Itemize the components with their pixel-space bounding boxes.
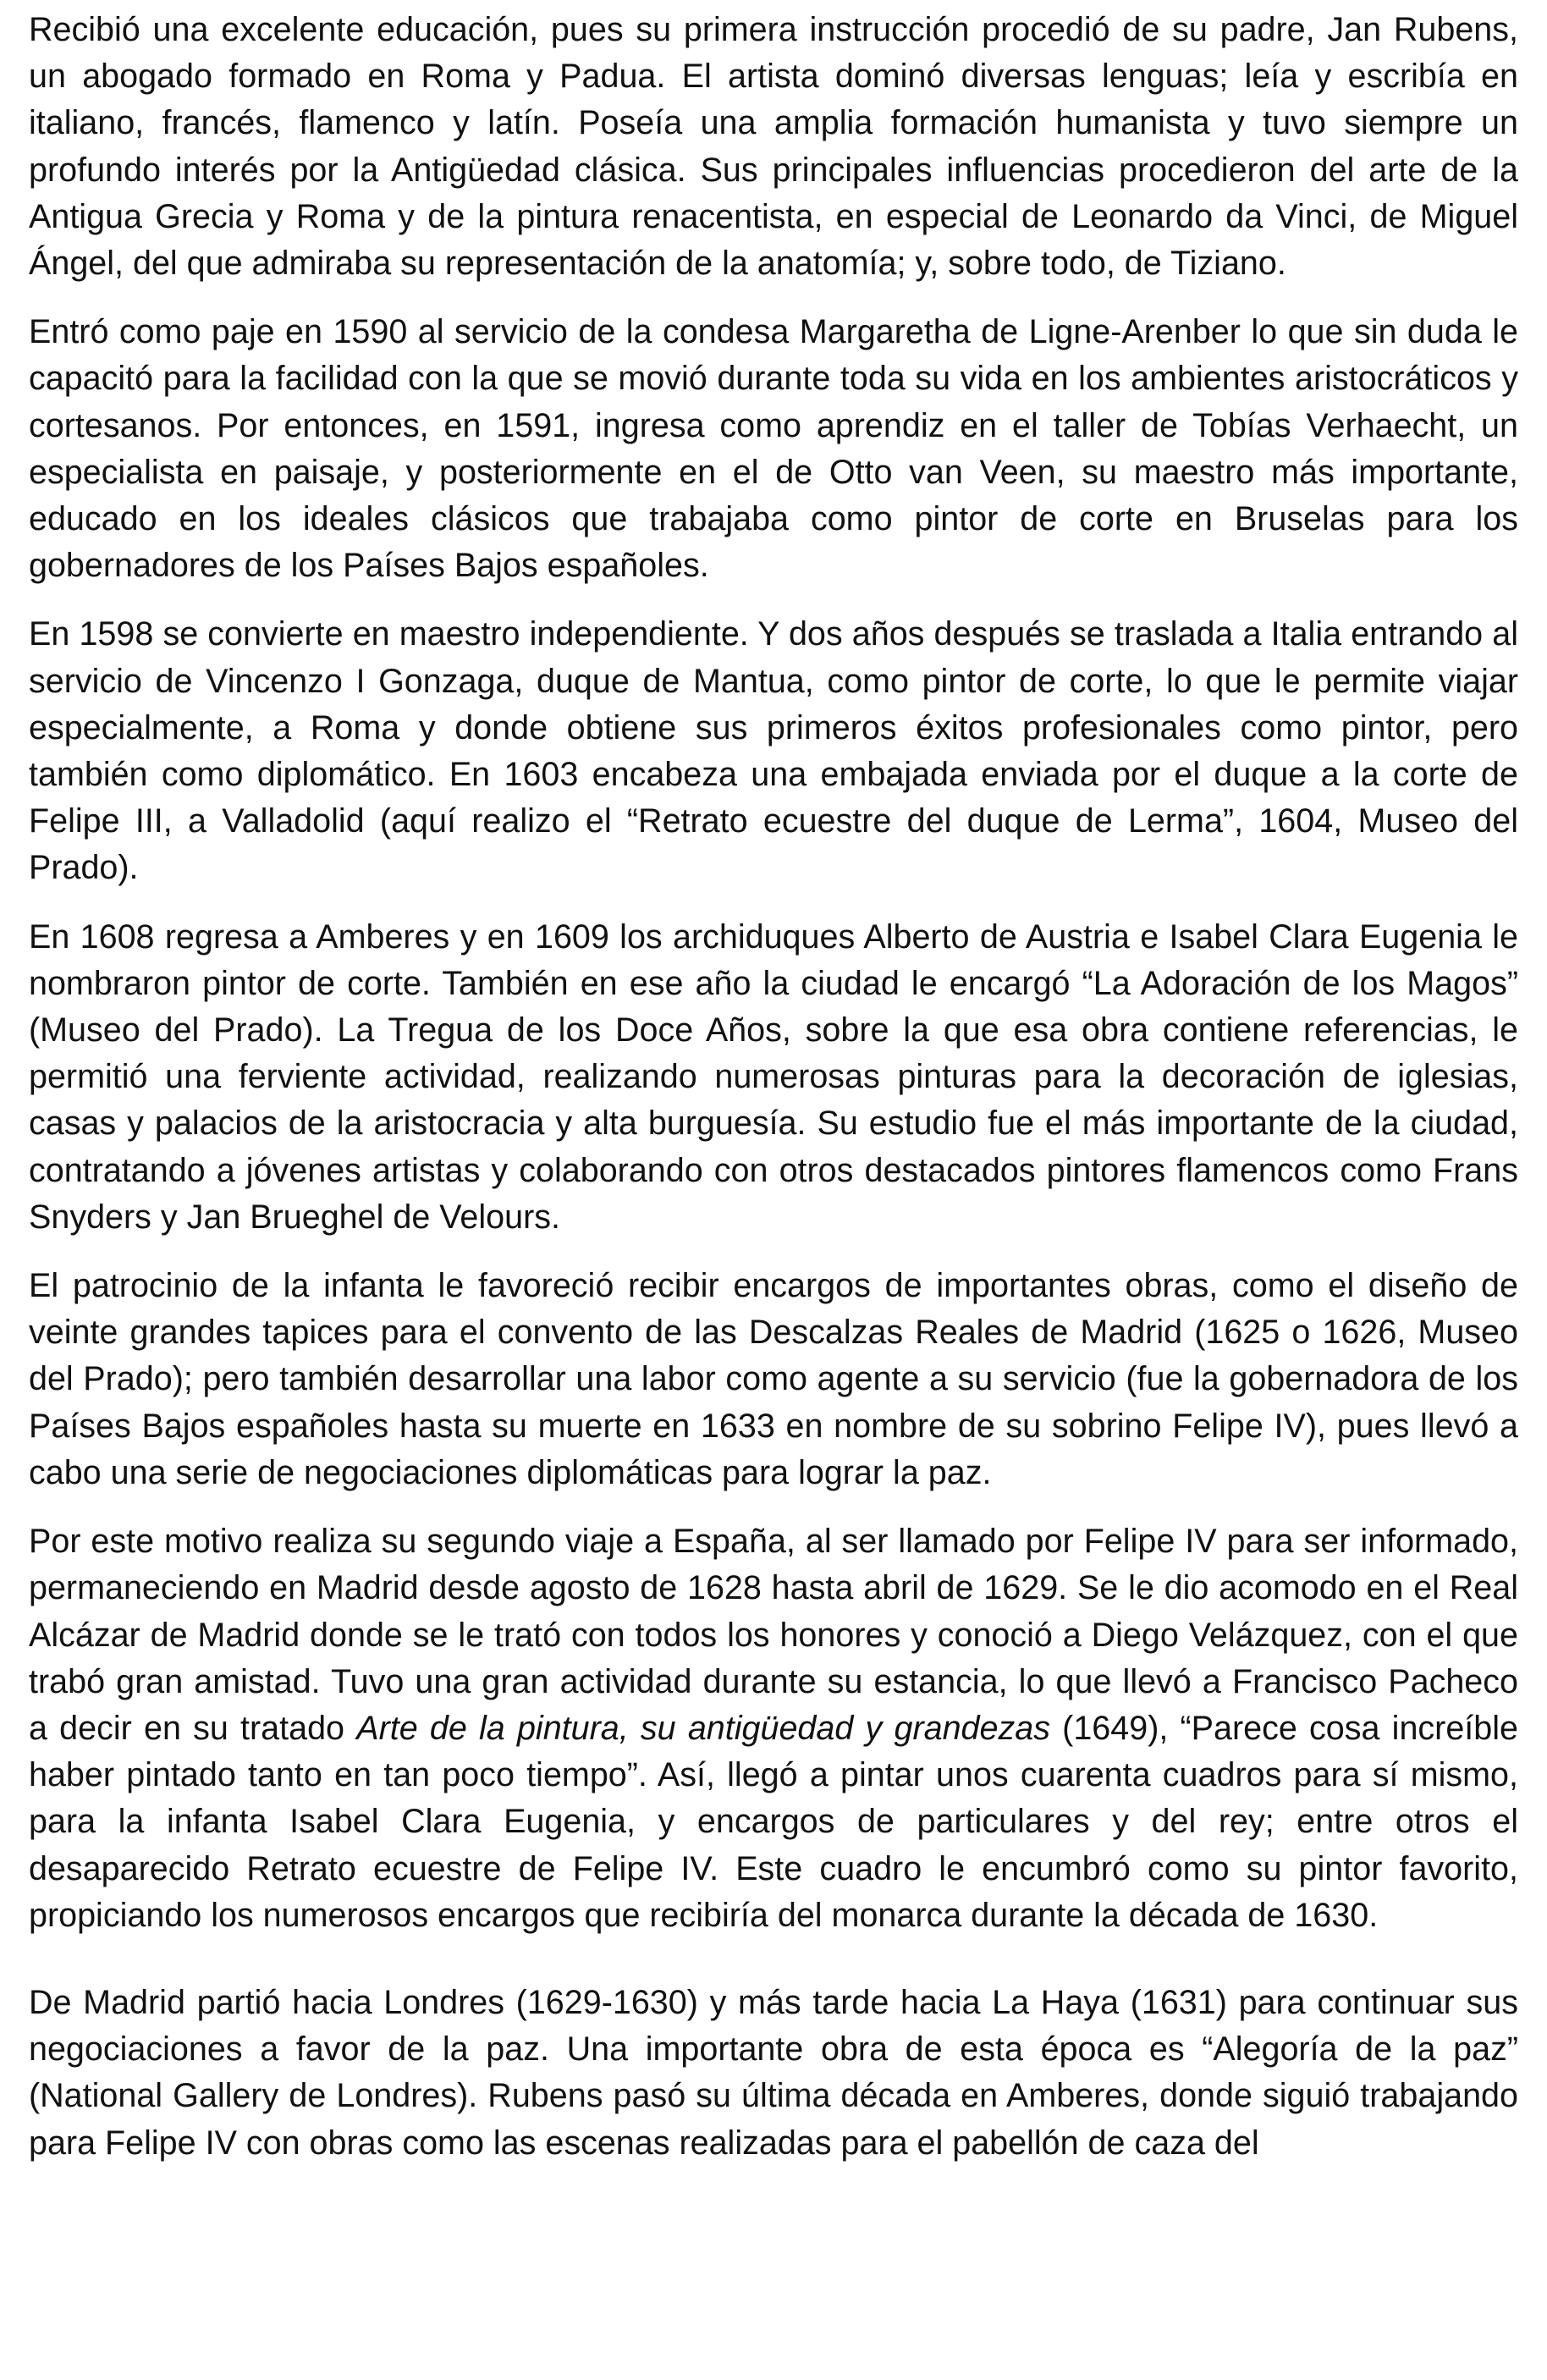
paragraph-spain-trip	[29, 1518, 1518, 1939]
paragraph-italy: En 1598 se convierte en maestro independiente. Y dos años después se traslada a Italia entrando al servicio de Vincenzo I Gonzaga, duque de Mantua, como pintor de corte, lo que le permite viajar especialmente, a Roma y donde obtiene sus primeros éxitos profesionales como pintor, pero también como diplomático. En 1603 encabeza una embajada enviada por el duque a la corte de Felipe III, a Valladolid (aquí realizo el “Retrato ecuestre del duque de Lerma”, 1604, Museo del Prado).	[29, 615, 1518, 887]
document-page	[29, 7, 1518, 2189]
paragraph-patronage: El patrocinio de la infanta le favoreció recibir encargos de importantes obras, como el diseño de veinte grandes tapices para el convento de las Descalzas Reales de Madrid (1625 o 1626, Museo del Prado); pero también desarrollar una labor como agente a su servicio (fue la gobernadora de los Países Bajos españoles hasta su muerte en 1633 en nombre de su sobrino Felipe IV), pues llevó a cabo una serie de negociaciones diplomáticas para lograr la paz.	[29, 1267, 1518, 1491]
paragraph-training: Entró como paje en 1590 al servicio de la condesa Margaretha de Ligne-Arenber lo que sin duda le capacitó para la facilidad con la que se movió durante toda su vida en los ambientes aristocráticos y cortesanos. Por entonces, en 1591, ingresa como aprendiz en el taller de Tobías Verhaecht, un especialista en paisaje, y posteriormente en el de Otto van Veen, su maestro más importante, educado en los ideales clásicos que trabajaba como pintor de corte en Bruselas para los gobernadores de los Países Bajos españoles.	[29, 313, 1518, 585]
paragraph-spain-trip-start: Por este motivo realiza su segundo viaje a España, al ser llamado por Felipe IV para ser informado, permaneciendo en Madrid desde agosto de 1628 hasta abril de 1629. Se le dio acomodo en el Real Alcázar de Madrid donde se le trató con todos los honores y conoció a Diego Velázquez, con el que trabó gran amistad. Tuvo una gran actividad durante su estancia, lo que llevó a Francisco Pacheco a decir en su tratado	[29, 1523, 1518, 1747]
treatise-title: Arte de la pintura, su antigüedad y grandezas	[356, 1709, 1050, 1747]
paragraph-london: De Madrid partió hacia Londres (1629-1630) y más tarde hacia La Haya (1631) para continuar sus negociaciones a favor de la paz. Una importante obra de esta época es “Alegoría de la paz” (National Gallery de Londres). Rubens pasó su última década en Amberes, donde siguió trabajando para Felipe IV con obras como las escenas realizadas para el pabellón de caza del	[29, 1983, 1518, 2162]
paragraph-education: Recibió una excelente educación, pues su primera instrucción procedió de su padre, Jan Rubens, un abogado formado en Roma y Padua. El artista dominó diversas lenguas; leía y escribía en italiano, francés, flamenco y latín. Poseía una amplia formación humanista y tuvo siempre un profundo interés por la Antigüedad clásica. Sus principales influencias procedieron del arte de la Antigua Grecia y Roma y de la pintura renacentista, en especial de Leonardo da Vinci, de Miguel Ángel, del que admiraba su representación de la anatomía; y, sobre todo, de Tiziano.	[29, 11, 1518, 283]
paragraph-antwerp: En 1608 regresa a Amberes y en 1609 los archiduques Alberto de Austria e Isabel Clara Eugenia le nombraron pintor de corte. También en ese año la ciudad le encargó “La Adoración de los Magos” (Museo del Prado). La Tregua de los Doce Años, sobre la que esa obra contiene referencias, le permitió una ferviente actividad, realizando numerosas pinturas para la decoración de iglesias, casas y palacios de la aristocracia y alta burguesía. Su estudio fue el más importante de la ciudad, contratando a jóvenes artistas y colaborando con otros destacados pintores flamencos como Frans Snyders y Jan Brueghel de Velours.	[29, 917, 1518, 1236]
paragraph-spain-trip-end: (1649), “Parece cosa increíble haber pintado tanto en tan poco tiempo”. Así, llegó a pintar unos cuarenta cuadros para sí mismo, para la infanta Isabel Clara Eugenia, y encargos de particulares y del rey; entre otros el desaparecido Retrato ecuestre de Felipe IV. Este cuadro le encumbró como su pintor favorito, propiciando los numerosos encargos que recibiría del monarca durante la década de 1630.	[29, 1709, 1518, 1934]
